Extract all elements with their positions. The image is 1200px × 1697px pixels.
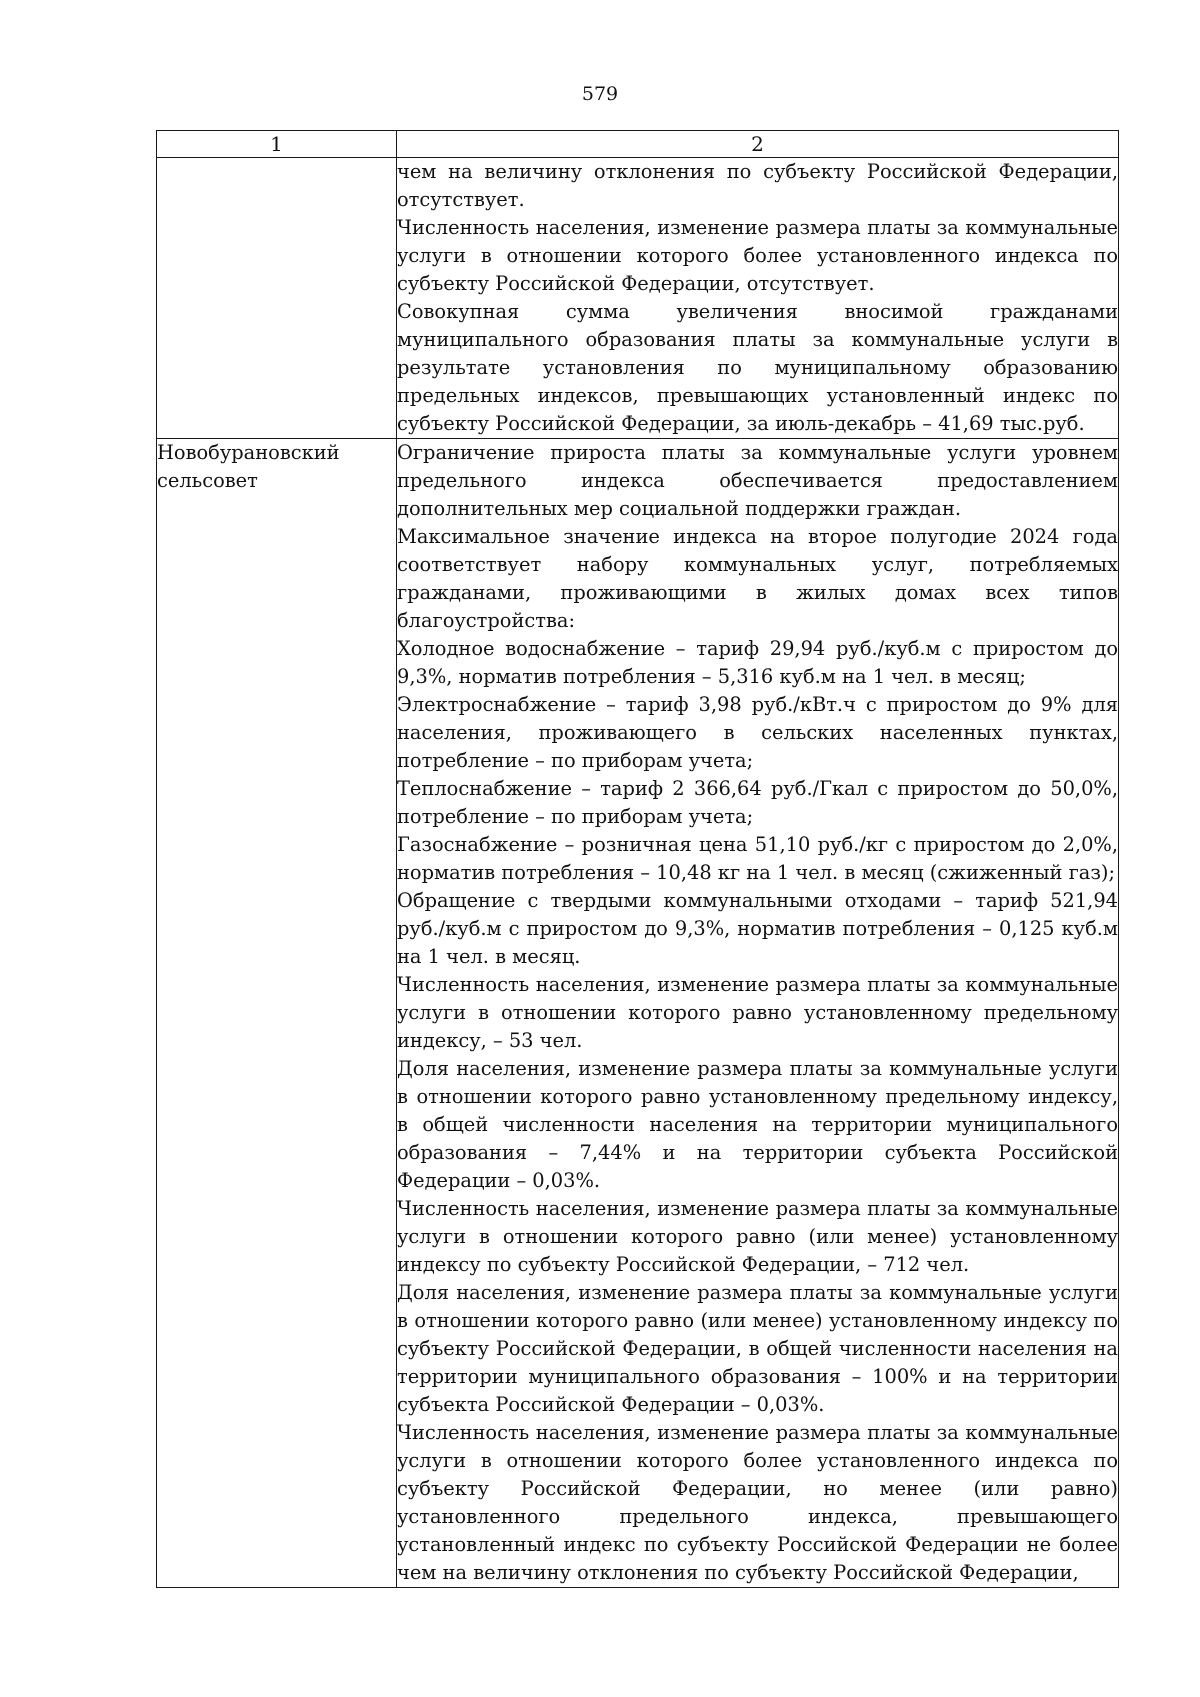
paragraph: Электроснабжение – тариф 3,98 руб./кВт.ч с приростом до 9% для населения, проживающего в сельских населенных пунктах, потребление – по приборам учета;	[397, 693, 1118, 772]
paragraph: Совокупная сумма увеличения вносимой гражданами муниципального образования платы за коммунальные услуги в результате установления по муниципальному образованию предельных индексов, превышающих установленный индекс по субъекту Российской Федерации, за июль-декабрь – 41,69 тыс.руб.	[397, 300, 1118, 435]
description-cell	[397, 439, 1119, 1588]
page-number: 579	[581, 83, 619, 105]
municipality-cell	[157, 158, 397, 439]
municipality-cell: Новобурановский сельсовет	[157, 439, 397, 1588]
description-cell	[397, 158, 1119, 439]
column-header-1: 1	[157, 131, 397, 158]
paragraph: Ограничение прироста платы за коммунальные услуги уровнем предельного индекса обеспечивается предоставлением дополнительных мер социальной поддержки граждан.	[397, 441, 1118, 520]
paragraph: Численность населения, изменение размера платы за коммунальные услуги в отношении которого равно (или менее) установленному индексу по субъекту Российской Федерации, – 712 чел.	[397, 1197, 1118, 1276]
paragraph: Теплоснабжение – тариф 2 366,64 руб./Гкал с приростом до 50,0%, потребление – по приборам учета;	[397, 777, 1118, 828]
paragraph: Обращение с твердыми коммунальными отходами – тариф 521,94 руб./куб.м с приростом до 9,3%, норматив потребления – 0,125 куб.м на 1 чел. в месяц.	[397, 889, 1118, 968]
paragraph: Доля населения, изменение размера платы за коммунальные услуги в отношении которого равно (или менее) установленному индексу по субъекту Российской Федерации, в общей численности населения на территории муниципального образования – 100% и на территории субъекта Российской Федерации – 0,03%.	[397, 1281, 1118, 1416]
table-row	[157, 439, 1119, 1588]
paragraph: Максимальное значение индекса на второе полугодие 2024 года соответствует набору коммунальных услуг, потребляемых гражданами, проживающими в жилых домах всех типов благоустройства:	[397, 525, 1118, 632]
paragraph: Газоснабжение – розничная цена 51,10 руб./кг с приростом до 2,0%, норматив потребления – 10,48 кг на 1 чел. в месяц (сжиженный газ);	[397, 833, 1118, 884]
paragraph: Численность населения, изменение размера платы за коммунальные услуги в отношении которого более установленного индекса по субъекту Российской Федерации, отсутствует.	[397, 216, 1118, 295]
column-header-2: 2	[397, 131, 1119, 158]
table-header-row	[157, 131, 1119, 158]
municipal-index-table	[156, 130, 1119, 1588]
paragraph: Численность населения, изменение размера платы за коммунальные услуги в отношении которого равно установленному предельному индексу, – 53 чел.	[397, 973, 1118, 1052]
paragraph: Численность населения, изменение размера платы за коммунальные услуги в отношении которого более установленного индекса по субъекту Российской Федерации, но менее (или равно) установленного предельного индекса, превышающего установленный индекс по субъекту Российской Федерации не более чем на величину отклонения по субъекту Российской Федерации,	[397, 1421, 1118, 1584]
paragraph: Холодное водоснабжение – тариф 29,94 руб./куб.м с приростом до 9,3%, норматив потребления – 5,316 куб.м на 1 чел. в месяц;	[397, 637, 1118, 688]
paragraph: чем на величину отклонения по субъекту Российской Федерации, отсутствует.	[397, 160, 1118, 211]
table-row	[157, 158, 1119, 439]
paragraph: Доля населения, изменение размера платы за коммунальные услуги в отношении которого равно установленному предельному индексу, в общей численности населения на территории муниципального образования – 7,44% и на территории субъекта Российской Федерации – 0,03%.	[397, 1057, 1118, 1192]
